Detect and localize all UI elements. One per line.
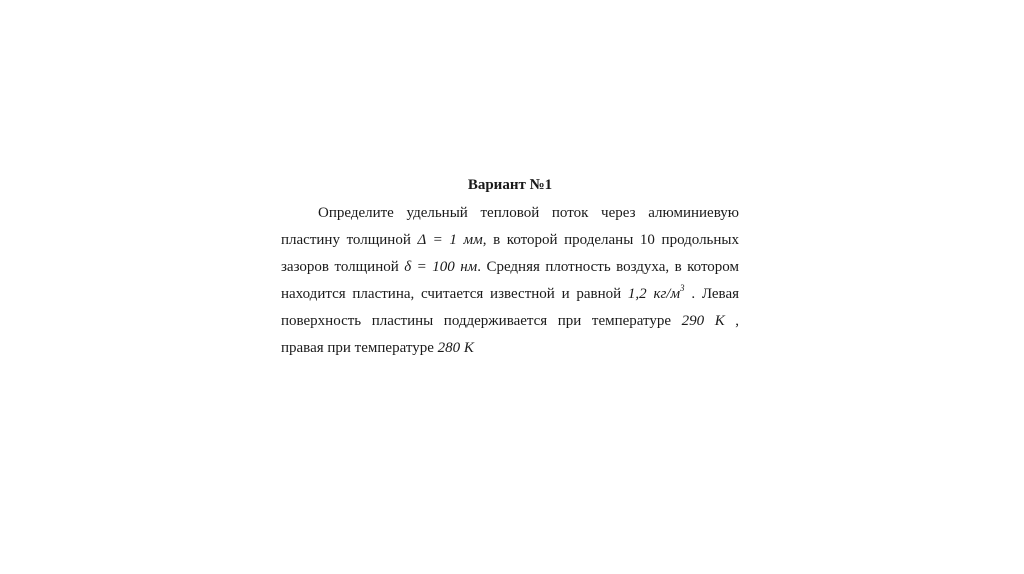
thickness-value: Δ = 1 мм	[417, 232, 483, 248]
line-2-part-a: пластину толщиной	[281, 232, 411, 248]
density-value	[627, 283, 685, 302]
line-4-part-c: . Левая	[691, 286, 739, 302]
problem-text	[281, 176, 739, 365]
line-3-part-a: зазоров толщиной	[281, 259, 399, 275]
line-1-text: Определите удельный тепловой поток через алюминиевую	[318, 205, 739, 221]
right-temperature-value: 280 К	[437, 340, 474, 356]
left-temperature-value: 290 К	[681, 313, 725, 329]
text-line-4	[281, 284, 739, 311]
line-3-part-c: . Средняя плотность воздуха, в котором	[477, 259, 740, 275]
line-5-part-c: ,	[735, 313, 739, 329]
line-5-part-a: поверхность пластины поддерживается при температуре	[281, 313, 672, 329]
text-line-3	[281, 257, 739, 284]
text-line-1	[281, 203, 739, 230]
text-line-6	[281, 338, 739, 365]
gap-thickness-value: δ = 100 нм	[404, 259, 478, 275]
variant-title: Вариант №1	[467, 177, 553, 193]
density-number: 1,2 кг/м	[627, 286, 681, 302]
line-6-part-a: правая при температуре	[281, 340, 434, 356]
line-4-part-a: находится пластина, считается известной и равной	[281, 286, 622, 302]
text-line-2	[281, 230, 739, 257]
text-line-5	[281, 311, 739, 338]
density-exponent: 3	[680, 283, 685, 293]
line-2-part-c: , в которой проделаны 10 продольных	[482, 232, 740, 248]
